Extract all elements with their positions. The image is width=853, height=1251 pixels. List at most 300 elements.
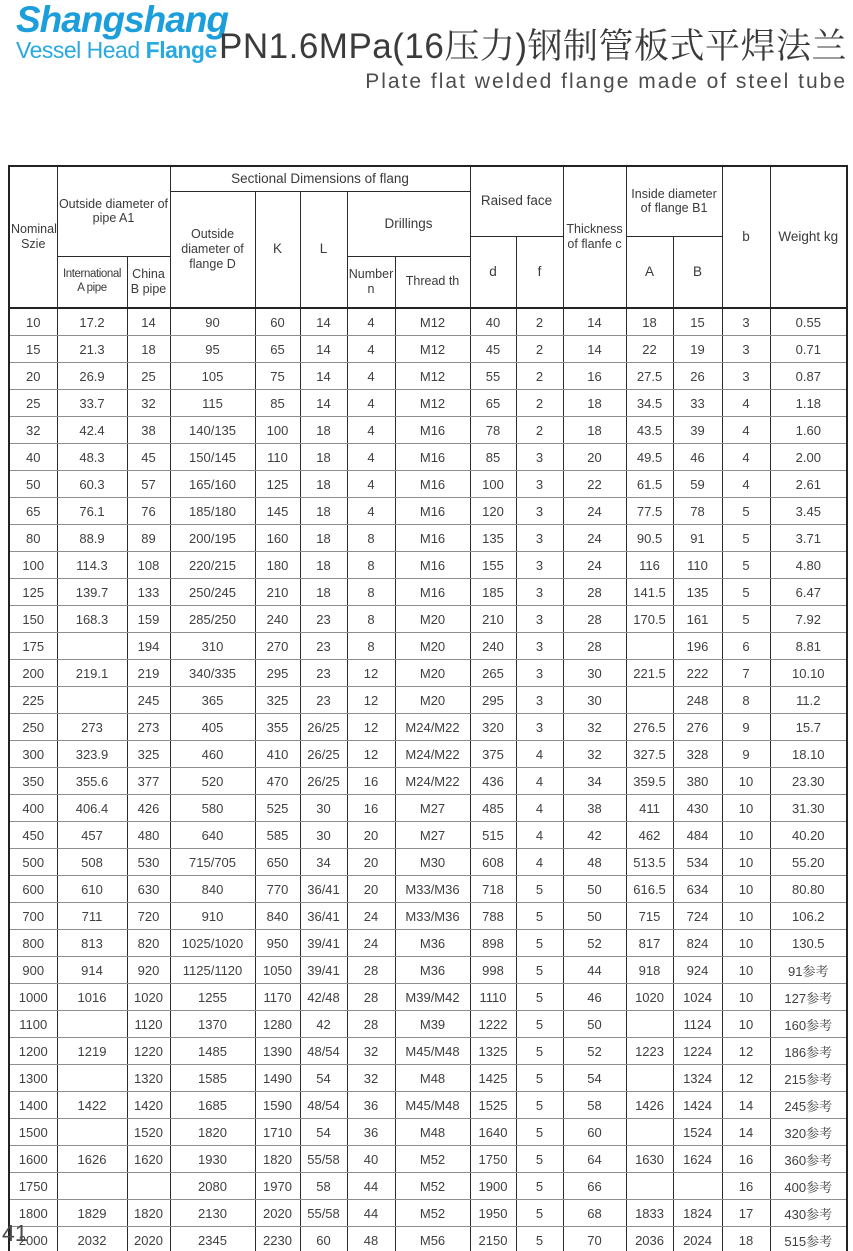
cell-drilling-thread: M20 xyxy=(395,687,470,714)
cell-flange-outside-d: 105 xyxy=(170,363,255,390)
cell-inside-a: 1426 xyxy=(626,1092,673,1119)
cell-thickness-c: 64 xyxy=(563,1146,626,1173)
title-block xyxy=(219,26,847,94)
cell-b: 6 xyxy=(722,633,770,660)
cell-raised-face-f: 2 xyxy=(516,308,563,336)
cell-raised-face-f: 2 xyxy=(516,390,563,417)
cell-raised-face-f: 5 xyxy=(516,1227,563,1251)
cell-drilling-thread: M39 xyxy=(395,1011,470,1038)
cell-inside-a: 1020 xyxy=(626,984,673,1011)
cell-drilling-thread: M12 xyxy=(395,363,470,390)
cell-l: 18 xyxy=(300,579,347,606)
cell-pipe-a1-international: 914 xyxy=(57,957,127,984)
cell-drilling-number-n: 16 xyxy=(347,795,395,822)
cell-inside-b: 91 xyxy=(673,525,722,552)
cell-drilling-number-n: 4 xyxy=(347,363,395,390)
table-row xyxy=(9,849,847,876)
cell-b: 5 xyxy=(722,552,770,579)
cell-flange-outside-d: 405 xyxy=(170,714,255,741)
cell-thickness-c: 48 xyxy=(563,849,626,876)
cell-pipe-a1-china: 377 xyxy=(127,768,170,795)
cell-l: 55/58 xyxy=(300,1146,347,1173)
cell-raised-face-d: 1950 xyxy=(470,1200,516,1227)
cell-pipe-a1-china: 920 xyxy=(127,957,170,984)
cell-inside-b: 1224 xyxy=(673,1038,722,1065)
cell-k: 950 xyxy=(255,930,300,957)
cell-nominal-size: 200 xyxy=(9,660,57,687)
cell-drilling-thread: M16 xyxy=(395,444,470,471)
col-header-thread-th: Thread th xyxy=(395,256,470,308)
cell-thickness-c: 32 xyxy=(563,741,626,768)
table-row xyxy=(9,1011,847,1038)
cell-weight-kg: 8.81 xyxy=(770,633,847,660)
cell-b: 4 xyxy=(722,417,770,444)
cell-nominal-size: 15 xyxy=(9,336,57,363)
cell-k: 770 xyxy=(255,876,300,903)
cell-nominal-size: 100 xyxy=(9,552,57,579)
cell-inside-a: 77.5 xyxy=(626,498,673,525)
table-row xyxy=(9,795,847,822)
cell-inside-b: 222 xyxy=(673,660,722,687)
cell-b: 12 xyxy=(722,1065,770,1092)
cell-k: 325 xyxy=(255,687,300,714)
cell-raised-face-f: 5 xyxy=(516,1038,563,1065)
cell-weight-kg: 18.10 xyxy=(770,741,847,768)
cell-inside-b: 1324 xyxy=(673,1065,722,1092)
cell-raised-face-d: 515 xyxy=(470,822,516,849)
cell-thickness-c: 30 xyxy=(563,687,626,714)
cell-thickness-c: 42 xyxy=(563,822,626,849)
table-row xyxy=(9,1092,847,1119)
cell-weight-kg: 360参考 xyxy=(770,1146,847,1173)
cell-nominal-size: 450 xyxy=(9,822,57,849)
cell-raised-face-d: 2150 xyxy=(470,1227,516,1251)
cell-pipe-a1-china xyxy=(127,1173,170,1200)
cell-l: 18 xyxy=(300,471,347,498)
cell-raised-face-f: 3 xyxy=(516,579,563,606)
cell-drilling-number-n: 4 xyxy=(347,390,395,417)
cell-raised-face-f: 5 xyxy=(516,957,563,984)
cell-inside-a: 61.5 xyxy=(626,471,673,498)
cell-l: 39/41 xyxy=(300,957,347,984)
cell-raised-face-d: 265 xyxy=(470,660,516,687)
cell-inside-a: 1833 xyxy=(626,1200,673,1227)
cell-drilling-number-n: 44 xyxy=(347,1173,395,1200)
cell-nominal-size: 10 xyxy=(9,308,57,336)
cell-thickness-c: 34 xyxy=(563,768,626,795)
cell-inside-b: 276 xyxy=(673,714,722,741)
cell-inside-a: 1630 xyxy=(626,1146,673,1173)
col-header-drillings: Drillings xyxy=(347,191,470,256)
cell-raised-face-f: 3 xyxy=(516,525,563,552)
table-row xyxy=(9,660,847,687)
cell-thickness-c: 46 xyxy=(563,984,626,1011)
col-header-l: L xyxy=(300,191,347,308)
col-header-number-n: Number n xyxy=(347,256,395,308)
cell-inside-b: 924 xyxy=(673,957,722,984)
cell-flange-outside-d: 1025/1020 xyxy=(170,930,255,957)
cell-k: 1820 xyxy=(255,1146,300,1173)
cell-raised-face-f: 3 xyxy=(516,633,563,660)
cell-drilling-number-n: 8 xyxy=(347,525,395,552)
cell-b: 10 xyxy=(722,1011,770,1038)
cell-b: 17 xyxy=(722,1200,770,1227)
cell-thickness-c: 18 xyxy=(563,390,626,417)
cell-l: 60 xyxy=(300,1227,347,1251)
cell-l: 23 xyxy=(300,606,347,633)
cell-raised-face-d: 1750 xyxy=(470,1146,516,1173)
cell-weight-kg: 215参考 xyxy=(770,1065,847,1092)
table-header xyxy=(9,166,847,308)
cell-raised-face-d: 295 xyxy=(470,687,516,714)
cell-drilling-number-n: 12 xyxy=(347,714,395,741)
cell-k: 270 xyxy=(255,633,300,660)
cell-raised-face-d: 485 xyxy=(470,795,516,822)
cell-weight-kg: 2.61 xyxy=(770,471,847,498)
cell-flange-outside-d: 2130 xyxy=(170,1200,255,1227)
cell-drilling-thread: M33/M36 xyxy=(395,876,470,903)
cell-pipe-a1-international xyxy=(57,633,127,660)
cell-inside-b: 634 xyxy=(673,876,722,903)
cell-drilling-thread: M52 xyxy=(395,1146,470,1173)
cell-inside-b: 328 xyxy=(673,741,722,768)
cell-weight-kg: 91参考 xyxy=(770,957,847,984)
cell-thickness-c: 60 xyxy=(563,1119,626,1146)
cell-flange-outside-d: 910 xyxy=(170,903,255,930)
cell-raised-face-d: 608 xyxy=(470,849,516,876)
cell-inside-b: 19 xyxy=(673,336,722,363)
cell-inside-a: 817 xyxy=(626,930,673,957)
col-header-k: K xyxy=(255,191,300,308)
cell-nominal-size: 1400 xyxy=(9,1092,57,1119)
cell-flange-outside-d: 1685 xyxy=(170,1092,255,1119)
cell-b: 3 xyxy=(722,336,770,363)
cell-inside-b: 380 xyxy=(673,768,722,795)
col-header-a: A xyxy=(626,236,673,308)
cell-nominal-size: 800 xyxy=(9,930,57,957)
cell-drilling-thread: M39/M42 xyxy=(395,984,470,1011)
cell-thickness-c: 38 xyxy=(563,795,626,822)
cell-pipe-a1-china: 245 xyxy=(127,687,170,714)
cell-pipe-a1-international: 139.7 xyxy=(57,579,127,606)
cell-pipe-a1-international: 711 xyxy=(57,903,127,930)
cell-weight-kg: 4.80 xyxy=(770,552,847,579)
cell-l: 14 xyxy=(300,363,347,390)
table-row xyxy=(9,1119,847,1146)
cell-raised-face-f: 5 xyxy=(516,903,563,930)
cell-drilling-thread: M27 xyxy=(395,795,470,822)
cell-k: 525 xyxy=(255,795,300,822)
cell-inside-b: 430 xyxy=(673,795,722,822)
cell-pipe-a1-china: 480 xyxy=(127,822,170,849)
cell-inside-b: 1024 xyxy=(673,984,722,1011)
cell-inside-b: 46 xyxy=(673,444,722,471)
cell-inside-a: 221.5 xyxy=(626,660,673,687)
cell-drilling-thread: M45/M48 xyxy=(395,1038,470,1065)
cell-drilling-thread: M12 xyxy=(395,308,470,336)
cell-drilling-number-n: 40 xyxy=(347,1146,395,1173)
cell-l: 18 xyxy=(300,444,347,471)
cell-l: 48/54 xyxy=(300,1038,347,1065)
cell-flange-outside-d: 310 xyxy=(170,633,255,660)
cell-raised-face-f: 5 xyxy=(516,1173,563,1200)
cell-inside-a: 27.5 xyxy=(626,363,673,390)
cell-nominal-size: 40 xyxy=(9,444,57,471)
cell-nominal-size: 700 xyxy=(9,903,57,930)
cell-b: 9 xyxy=(722,741,770,768)
cell-k: 65 xyxy=(255,336,300,363)
col-header-outside-pipe-a1: Outside diameter of pipe A1 xyxy=(57,166,170,256)
cell-pipe-a1-international: 76.1 xyxy=(57,498,127,525)
cell-inside-b: 110 xyxy=(673,552,722,579)
cell-inside-a: 116 xyxy=(626,552,673,579)
cell-nominal-size: 1750 xyxy=(9,1173,57,1200)
table-row xyxy=(9,687,847,714)
cell-b: 5 xyxy=(722,525,770,552)
cell-weight-kg: 127参考 xyxy=(770,984,847,1011)
cell-k: 1390 xyxy=(255,1038,300,1065)
cell-inside-b: 135 xyxy=(673,579,722,606)
cell-nominal-size: 150 xyxy=(9,606,57,633)
table-row xyxy=(9,1065,847,1092)
cell-pipe-a1-china: 273 xyxy=(127,714,170,741)
cell-inside-a xyxy=(626,1173,673,1200)
cell-nominal-size: 350 xyxy=(9,768,57,795)
logo-brand-text: Shangshang xyxy=(16,0,229,40)
cell-flange-outside-d: 150/145 xyxy=(170,444,255,471)
cell-drilling-thread: M16 xyxy=(395,498,470,525)
cell-drilling-number-n: 4 xyxy=(347,336,395,363)
cell-nominal-size: 25 xyxy=(9,390,57,417)
cell-drilling-thread: M20 xyxy=(395,660,470,687)
cell-raised-face-d: 1110 xyxy=(470,984,516,1011)
cell-pipe-a1-international: 813 xyxy=(57,930,127,957)
cell-pipe-a1-china: 426 xyxy=(127,795,170,822)
cell-nominal-size: 1200 xyxy=(9,1038,57,1065)
cell-pipe-a1-china: 720 xyxy=(127,903,170,930)
cell-nominal-size: 175 xyxy=(9,633,57,660)
cell-raised-face-f: 5 xyxy=(516,1092,563,1119)
cell-l: 48/54 xyxy=(300,1092,347,1119)
cell-flange-outside-d: 1930 xyxy=(170,1146,255,1173)
cell-raised-face-f: 5 xyxy=(516,1011,563,1038)
cell-nominal-size: 20 xyxy=(9,363,57,390)
cell-nominal-size: 225 xyxy=(9,687,57,714)
cell-nominal-size: 32 xyxy=(9,417,57,444)
cell-b: 10 xyxy=(722,795,770,822)
cell-raised-face-f: 2 xyxy=(516,363,563,390)
cell-drilling-thread: M20 xyxy=(395,606,470,633)
cell-drilling-number-n: 44 xyxy=(347,1200,395,1227)
cell-inside-b: 33 xyxy=(673,390,722,417)
cell-b: 10 xyxy=(722,849,770,876)
cell-b: 10 xyxy=(722,768,770,795)
table-row xyxy=(9,930,847,957)
cell-b: 10 xyxy=(722,957,770,984)
cell-drilling-number-n: 24 xyxy=(347,903,395,930)
table-row xyxy=(9,308,847,336)
cell-flange-outside-d: 580 xyxy=(170,795,255,822)
table-row xyxy=(9,579,847,606)
cell-raised-face-f: 5 xyxy=(516,984,563,1011)
cell-flange-outside-d: 365 xyxy=(170,687,255,714)
cell-l: 54 xyxy=(300,1119,347,1146)
cell-pipe-a1-china: 38 xyxy=(127,417,170,444)
cell-flange-outside-d: 140/135 xyxy=(170,417,255,444)
cell-weight-kg: 430参考 xyxy=(770,1200,847,1227)
cell-b: 5 xyxy=(722,579,770,606)
cell-drilling-thread: M52 xyxy=(395,1200,470,1227)
page-subtitle: Plate flat welded flange made of steel tube xyxy=(365,70,847,93)
cell-raised-face-f: 3 xyxy=(516,606,563,633)
cell-pipe-a1-china: 1320 xyxy=(127,1065,170,1092)
cell-drilling-thread: M24/M22 xyxy=(395,714,470,741)
cell-drilling-thread: M16 xyxy=(395,471,470,498)
cell-b: 14 xyxy=(722,1119,770,1146)
cell-pipe-a1-international: 1219 xyxy=(57,1038,127,1065)
cell-drilling-thread: M33/M36 xyxy=(395,903,470,930)
cell-weight-kg: 15.7 xyxy=(770,714,847,741)
table-row xyxy=(9,1227,847,1251)
cell-inside-a: 34.5 xyxy=(626,390,673,417)
cell-pipe-a1-international: 1626 xyxy=(57,1146,127,1173)
cell-raised-face-d: 320 xyxy=(470,714,516,741)
cell-k: 180 xyxy=(255,552,300,579)
cell-thickness-c: 50 xyxy=(563,903,626,930)
cell-flange-outside-d: 840 xyxy=(170,876,255,903)
cell-inside-a xyxy=(626,1011,673,1038)
cell-weight-kg: 515参考 xyxy=(770,1227,847,1251)
col-header-b: b xyxy=(722,166,770,308)
table-row xyxy=(9,903,847,930)
cell-drilling-thread: M27 xyxy=(395,822,470,849)
col-header-china-b-pipe: China B pipe xyxy=(127,256,170,308)
cell-drilling-number-n: 8 xyxy=(347,633,395,660)
cell-pipe-a1-international: 273 xyxy=(57,714,127,741)
cell-l: 23 xyxy=(300,660,347,687)
cell-l: 42/48 xyxy=(300,984,347,1011)
cell-pipe-a1-international: 168.3 xyxy=(57,606,127,633)
cell-raised-face-d: 1900 xyxy=(470,1173,516,1200)
cell-raised-face-f: 4 xyxy=(516,768,563,795)
cell-raised-face-f: 2 xyxy=(516,417,563,444)
col-header-nominal-size: Nominal Szie xyxy=(9,166,57,308)
cell-thickness-c: 24 xyxy=(563,552,626,579)
cell-drilling-thread: M16 xyxy=(395,579,470,606)
cell-l: 23 xyxy=(300,633,347,660)
cell-weight-kg: 3.71 xyxy=(770,525,847,552)
page-title: PN1.6MPa(16压力)钢制管板式平焊法兰 xyxy=(219,27,847,66)
cell-pipe-a1-china: 194 xyxy=(127,633,170,660)
cell-pipe-a1-china: 57 xyxy=(127,471,170,498)
cell-raised-face-d: 788 xyxy=(470,903,516,930)
cell-pipe-a1-international: 60.3 xyxy=(57,471,127,498)
cell-raised-face-d: 1325 xyxy=(470,1038,516,1065)
logo-tagline xyxy=(16,36,228,63)
cell-drilling-thread: M16 xyxy=(395,417,470,444)
cell-b: 3 xyxy=(722,308,770,336)
cell-drilling-thread: M48 xyxy=(395,1119,470,1146)
cell-nominal-size: 300 xyxy=(9,741,57,768)
cell-weight-kg: 10.10 xyxy=(770,660,847,687)
cell-inside-a: 22 xyxy=(626,336,673,363)
cell-thickness-c: 44 xyxy=(563,957,626,984)
cell-inside-b: 248 xyxy=(673,687,722,714)
cell-pipe-a1-international: 17.2 xyxy=(57,308,127,336)
cell-thickness-c: 14 xyxy=(563,336,626,363)
cell-inside-b: 78 xyxy=(673,498,722,525)
cell-raised-face-d: 240 xyxy=(470,633,516,660)
cell-nominal-size: 125 xyxy=(9,579,57,606)
col-header-raised-face: Raised face xyxy=(470,166,563,236)
cell-flange-outside-d: 250/245 xyxy=(170,579,255,606)
cell-weight-kg: 130.5 xyxy=(770,930,847,957)
col-header-b-inside: B xyxy=(673,236,722,308)
cell-pipe-a1-china: 820 xyxy=(127,930,170,957)
cell-pipe-a1-international: 323.9 xyxy=(57,741,127,768)
cell-weight-kg: 2.00 xyxy=(770,444,847,471)
cell-l: 14 xyxy=(300,308,347,336)
cell-pipe-a1-international: 1016 xyxy=(57,984,127,1011)
cell-pipe-a1-china: 25 xyxy=(127,363,170,390)
cell-weight-kg: 31.30 xyxy=(770,795,847,822)
cell-pipe-a1-international: 88.9 xyxy=(57,525,127,552)
cell-raised-face-d: 40 xyxy=(470,308,516,336)
cell-pipe-a1-china: 76 xyxy=(127,498,170,525)
cell-k: 1970 xyxy=(255,1173,300,1200)
cell-b: 4 xyxy=(722,471,770,498)
cell-b: 10 xyxy=(722,876,770,903)
cell-drilling-thread: M45/M48 xyxy=(395,1092,470,1119)
cell-drilling-thread: M24/M22 xyxy=(395,768,470,795)
cell-thickness-c: 28 xyxy=(563,606,626,633)
cell-b: 9 xyxy=(722,714,770,741)
cell-nominal-size: 600 xyxy=(9,876,57,903)
cell-b: 10 xyxy=(722,984,770,1011)
cell-pipe-a1-international: 26.9 xyxy=(57,363,127,390)
cell-pipe-a1-international: 42.4 xyxy=(57,417,127,444)
cell-l: 18 xyxy=(300,498,347,525)
cell-pipe-a1-international: 457 xyxy=(57,822,127,849)
cell-nominal-size: 1000 xyxy=(9,984,57,1011)
cell-inside-b: 1124 xyxy=(673,1011,722,1038)
col-header-weight: Weight kg xyxy=(770,166,847,308)
cell-flange-outside-d: 2080 xyxy=(170,1173,255,1200)
table-row xyxy=(9,390,847,417)
cell-pipe-a1-international xyxy=(57,1011,127,1038)
cell-weight-kg: 1.18 xyxy=(770,390,847,417)
cell-drilling-number-n: 4 xyxy=(347,417,395,444)
cell-raised-face-f: 3 xyxy=(516,687,563,714)
cell-b: 10 xyxy=(722,903,770,930)
cell-pipe-a1-international: 114.3 xyxy=(57,552,127,579)
cell-raised-face-d: 210 xyxy=(470,606,516,633)
cell-nominal-size: 65 xyxy=(9,498,57,525)
cell-l: 39/41 xyxy=(300,930,347,957)
cell-thickness-c: 52 xyxy=(563,1038,626,1065)
col-header-d: d xyxy=(470,236,516,308)
cell-inside-a xyxy=(626,633,673,660)
cell-drilling-thread: M16 xyxy=(395,552,470,579)
table-row xyxy=(9,1200,847,1227)
cell-inside-b: 2024 xyxy=(673,1227,722,1251)
page-number: 41 xyxy=(2,1220,28,1246)
cell-thickness-c: 68 xyxy=(563,1200,626,1227)
cell-drilling-thread: M12 xyxy=(395,336,470,363)
cell-k: 75 xyxy=(255,363,300,390)
cell-b: 10 xyxy=(722,930,770,957)
cell-drilling-number-n: 28 xyxy=(347,984,395,1011)
